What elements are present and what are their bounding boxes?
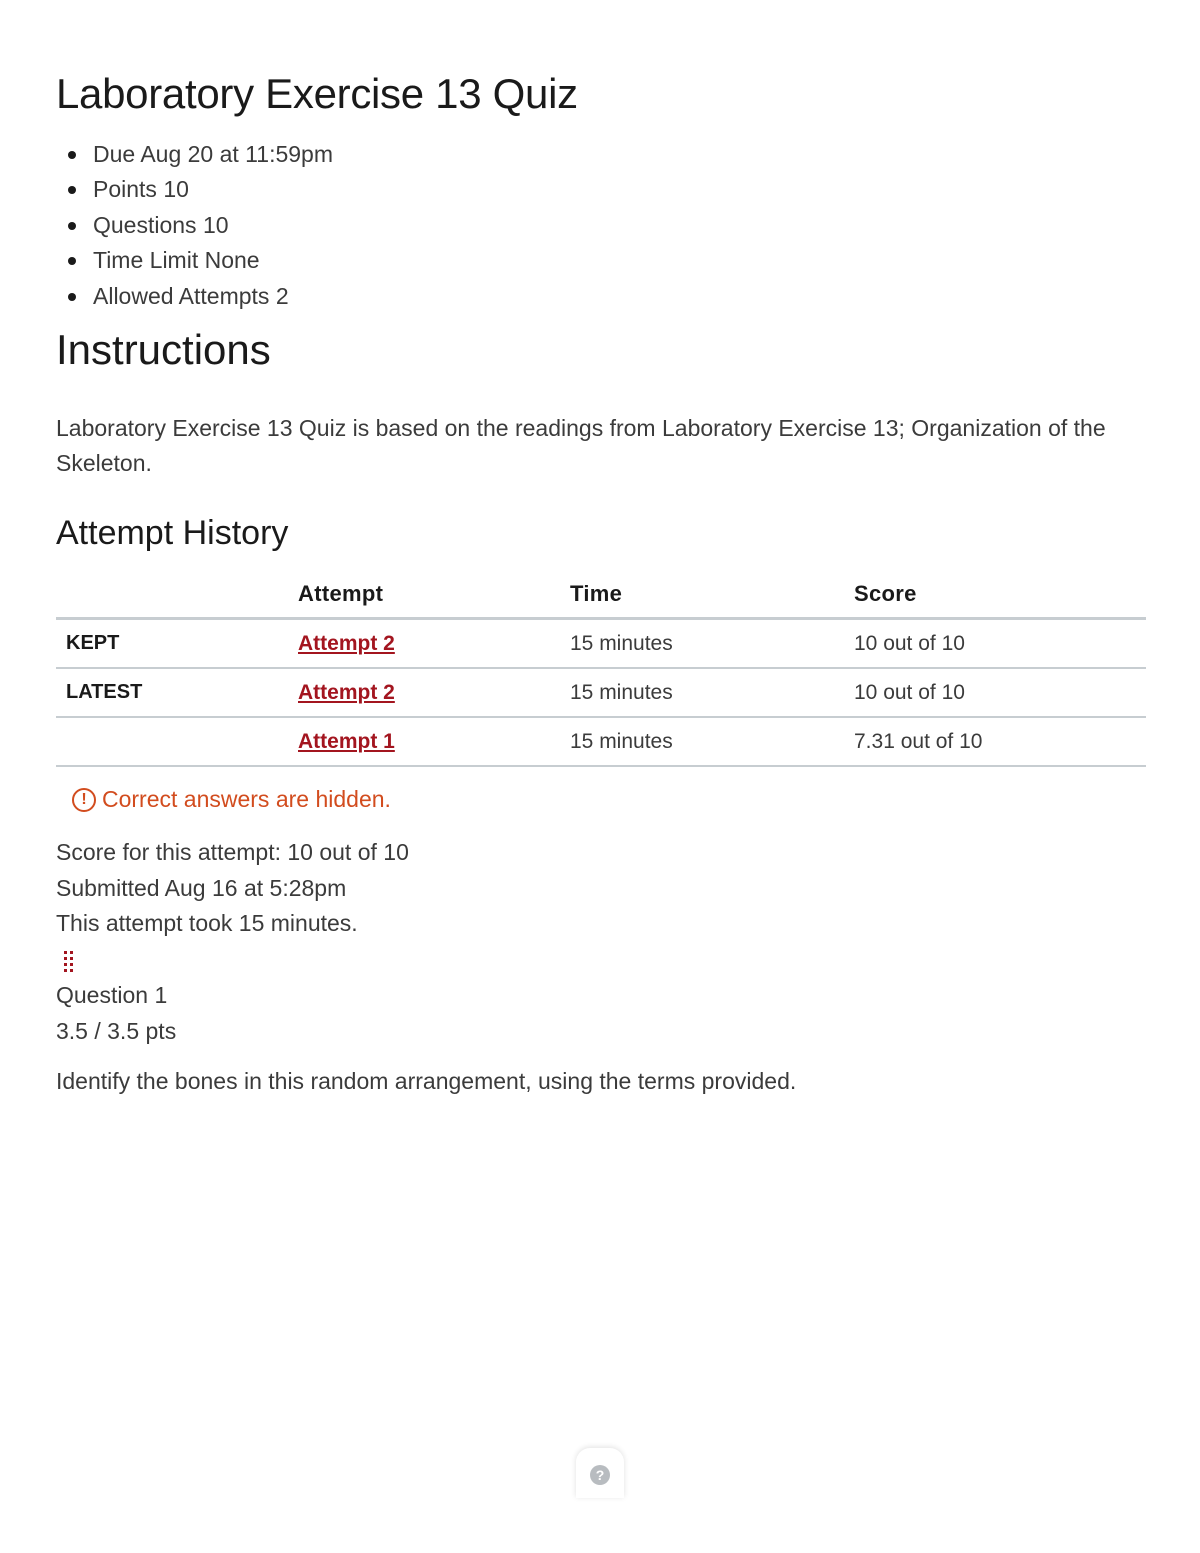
attempt-status: KEPT	[56, 619, 288, 669]
table-row	[56, 717, 1146, 766]
detail-value: 10	[202, 211, 229, 238]
table-header-row	[56, 570, 1146, 619]
question-points: 3.5 / 3.5 pts	[56, 1017, 177, 1044]
attempt-cell	[288, 717, 560, 766]
attempt-history-table	[56, 570, 1146, 767]
attempt-history-heading: Attempt History	[56, 514, 289, 552]
detail-value: None	[204, 247, 260, 274]
detail-value: 2	[275, 282, 289, 309]
detail-label: Time Limit	[93, 247, 199, 274]
column-header-status	[56, 570, 288, 619]
detail-label: Allowed Attempts	[93, 282, 270, 309]
detail-time-limit	[56, 243, 333, 278]
attempt-duration-text: This attempt took 15 minutes.	[56, 910, 358, 936]
detail-allowed-attempts	[56, 279, 333, 314]
attempt-cell	[288, 619, 560, 669]
table-row	[56, 668, 1146, 717]
page-title: Laboratory Exercise 13 Quiz	[56, 70, 578, 117]
detail-points	[56, 172, 333, 207]
attempt-time: 15 minutes	[560, 717, 844, 766]
attempt-score: 7.31 out of 10	[844, 717, 1146, 766]
table-row	[56, 619, 1146, 669]
attempt-submitted-text: Submitted Aug 16 at 5:28pm	[56, 874, 347, 901]
attempt-time: 15 minutes	[560, 668, 844, 717]
question-header	[56, 978, 176, 1049]
detail-label: Points	[93, 176, 157, 203]
help-icon: ?	[590, 1465, 610, 1485]
column-header-attempt: Attempt	[288, 570, 560, 619]
attempt-score: 10 out of 10	[844, 668, 1146, 717]
instructions-text: Laboratory Exercise 13 Quiz is based on the readings from Laboratory Exercise 13; Organization of the Skeleton.	[56, 415, 1106, 476]
column-header-score: Score	[844, 570, 1146, 619]
attempt-score-text: Score for this attempt: 10 out of 10	[56, 839, 409, 865]
attempt-status: LATEST	[56, 668, 288, 717]
detail-due	[56, 137, 333, 172]
warning-icon: !	[72, 788, 96, 812]
notice-text: Correct answers are hidden.	[102, 786, 391, 812]
attempt-link[interactable]: Attempt 2	[298, 631, 395, 655]
question-label: Question 1	[56, 982, 168, 1008]
correct-answers-notice	[72, 786, 391, 813]
drag-handle-icon[interactable]	[62, 949, 76, 975]
instructions-heading: Instructions	[56, 326, 271, 373]
detail-label: Due	[93, 141, 136, 167]
column-header-time: Time	[560, 570, 844, 619]
detail-value: 10	[163, 176, 189, 203]
attempt-summary	[56, 835, 409, 942]
quiz-details-list	[56, 137, 333, 314]
detail-questions	[56, 208, 333, 243]
attempt-time: 15 minutes	[560, 619, 844, 669]
attempt-link[interactable]: Attempt 2	[298, 680, 395, 704]
detail-value: Aug 20 at 11:59pm	[140, 141, 333, 167]
detail-label: Questions	[93, 211, 197, 238]
attempt-link[interactable]: Attempt 1	[298, 729, 395, 753]
attempt-score: 10 out of 10	[844, 619, 1146, 669]
attempt-cell	[288, 668, 560, 717]
help-button[interactable]	[576, 1448, 624, 1498]
attempt-status	[56, 717, 288, 766]
question-text: Identify the bones in this random arrangement, using the terms provided.	[56, 1068, 797, 1094]
